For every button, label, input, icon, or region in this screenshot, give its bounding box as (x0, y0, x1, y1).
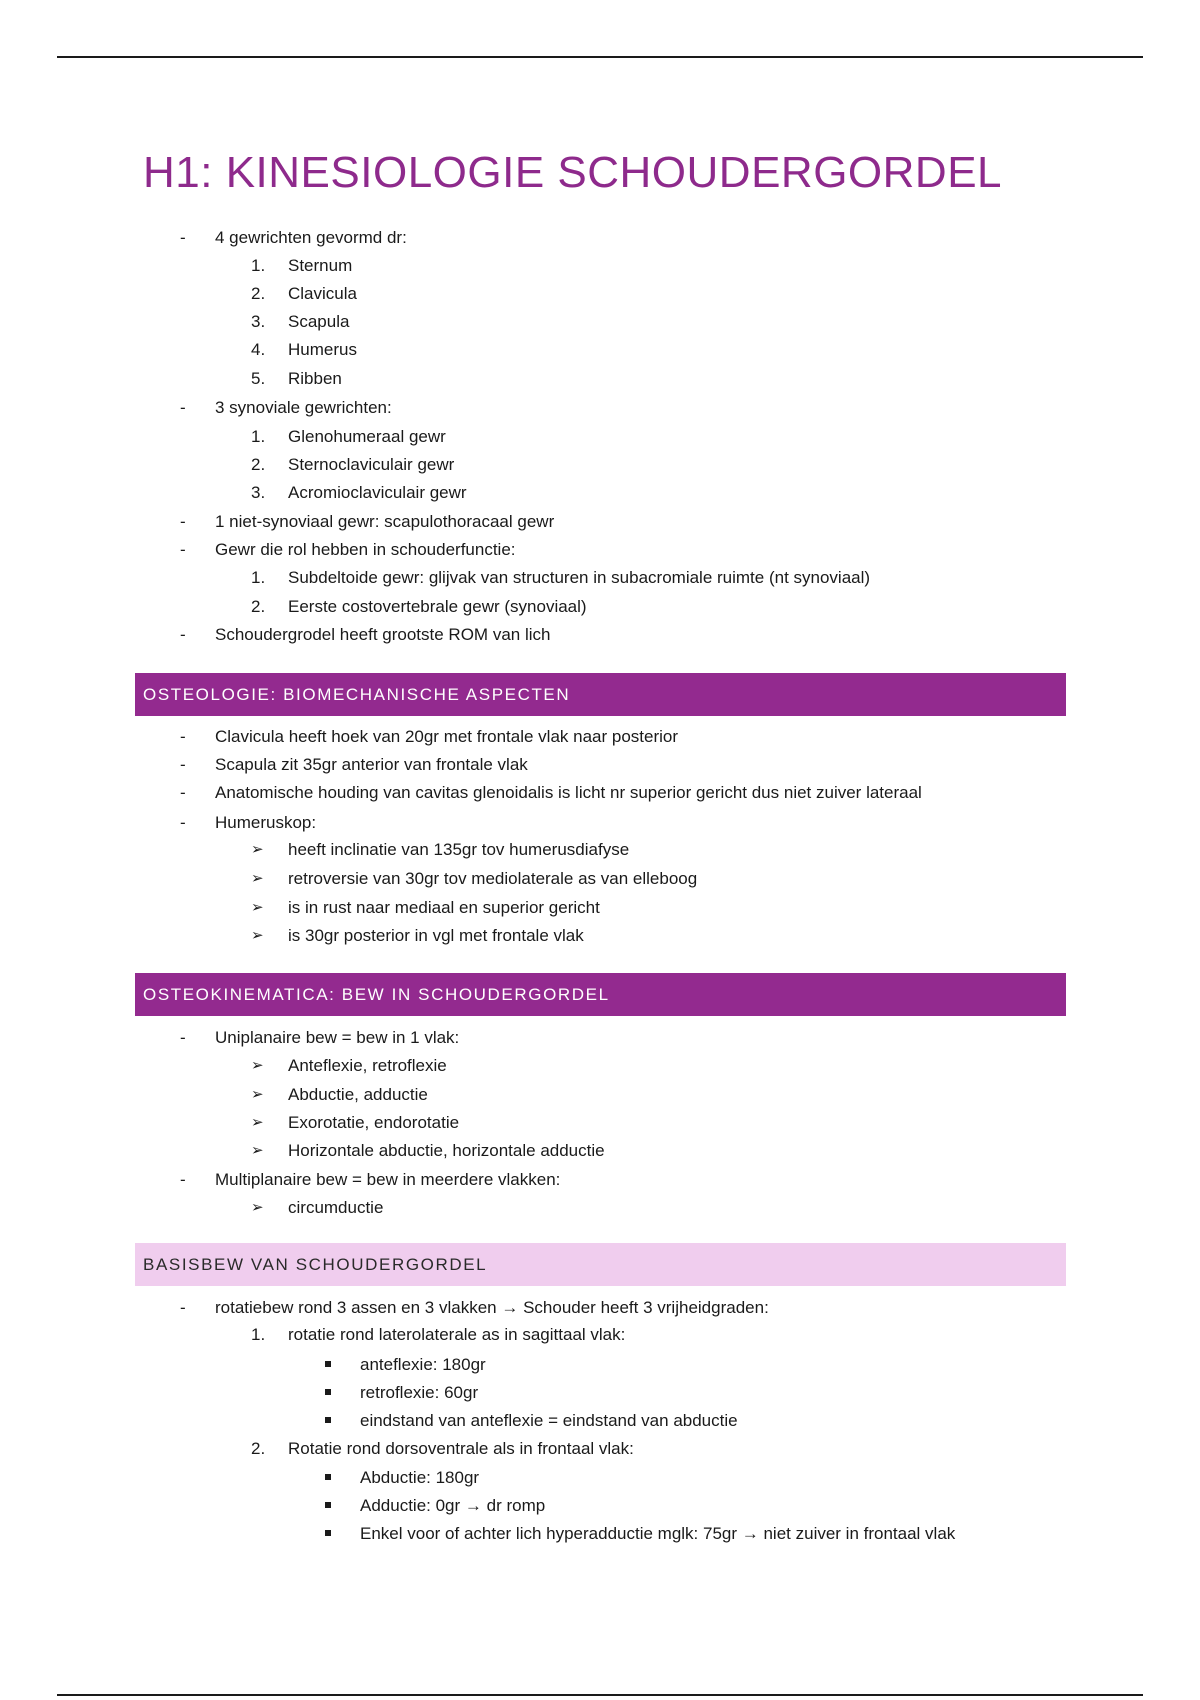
arrow-bullet-icon: ➢ (251, 870, 264, 887)
dash-bullet: - (180, 1028, 186, 1047)
arrow-bullet-icon: ➢ (251, 1114, 264, 1131)
section-heading-osteologie: OSTEOLOGIE: BIOMECHANISCHE ASPECTEN (135, 673, 1066, 716)
arrow-bullet-icon: ➢ (251, 1199, 264, 1216)
dash-bullet: - (180, 398, 186, 417)
dash-bullet: - (180, 1298, 186, 1317)
square-bullet (325, 1474, 331, 1480)
dash-bullet: - (180, 727, 186, 746)
square-bullet (325, 1389, 331, 1395)
arrow-bullet-icon: ➢ (251, 1057, 264, 1074)
dash-bullet: - (180, 625, 186, 644)
dash-bullet: - (180, 1170, 186, 1189)
dash-bullet: - (180, 540, 186, 559)
arrow-bullet-icon: ➢ (251, 927, 264, 944)
arrow-bullet-icon: ➢ (251, 899, 264, 916)
square-bullet (325, 1417, 331, 1423)
dash-bullet: - (180, 755, 186, 774)
dash-bullet: - (180, 813, 186, 832)
arrow-bullet-icon: ➢ (251, 1142, 264, 1159)
footer-rule (57, 1694, 1143, 1696)
section-heading-osteokinematica: OSTEOKINEMATICA: BEW IN SCHOUDERGORDEL (135, 973, 1066, 1016)
page-title: H1: KINESIOLOGIE SCHOUDERGORDEL (143, 148, 1003, 197)
arrow-bullet-icon: ➢ (251, 1086, 264, 1103)
dash-bullet: - (180, 228, 186, 247)
section-heading-basisbew: BASISBEW VAN SCHOUDERGORDEL (135, 1243, 1066, 1286)
dash-bullet: - (180, 783, 186, 802)
header-rule (57, 56, 1143, 58)
arrow-bullet-icon: ➢ (251, 841, 264, 858)
square-bullet (325, 1502, 331, 1508)
square-bullet (325, 1530, 331, 1536)
dash-bullet: - (180, 512, 186, 531)
square-bullet (325, 1361, 331, 1367)
